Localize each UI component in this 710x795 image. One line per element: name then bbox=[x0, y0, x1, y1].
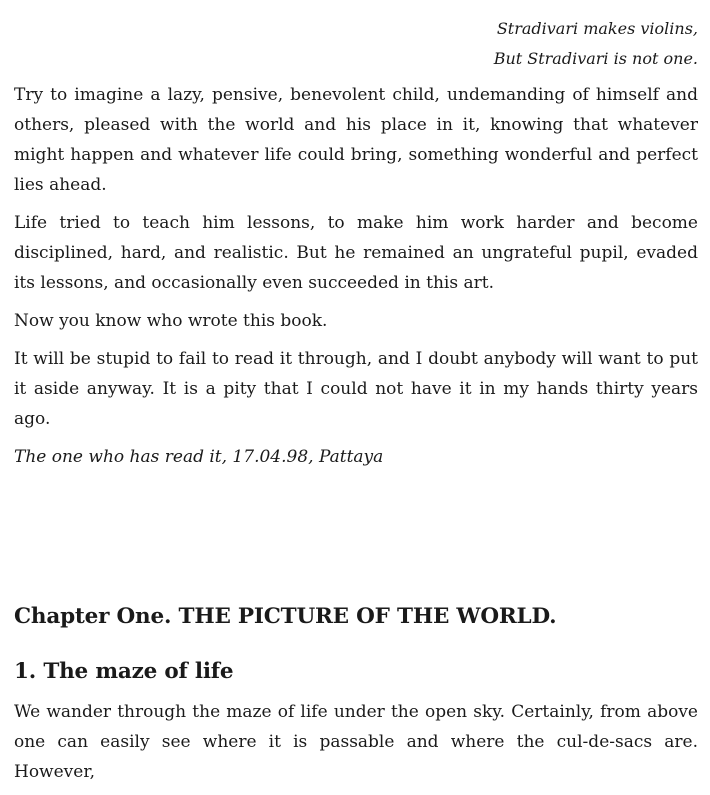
paragraph-3: Now you know who wrote this book. bbox=[14, 311, 328, 331]
paragraph-1: Try to imagine a lazy, pensive, benevolent child, undemanding of himself and others, pleased with the world and his place in it, knowing that whatever might happen and whatever life could bring, something wonderful and perfect lies ahead. bbox=[14, 85, 698, 195]
chapter-heading: Chapter One. THE PICTURE OF THE WORLD. bbox=[14, 604, 557, 629]
section-paragraph: We wander through the maze of life under the open sky. Certainly, from above one can easily see where it is passable and where the cul-de-sacs are. However, bbox=[14, 702, 698, 782]
signature: The one who has read it, 17.04.98, Pattaya bbox=[14, 447, 384, 467]
epigraph-line-2: But Stradivari is not one. bbox=[493, 49, 698, 68]
epigraph bbox=[14, 14, 698, 74]
epigraph-line-1: Stradivari makes violins, bbox=[496, 19, 698, 38]
document-page bbox=[14, 14, 698, 795]
section-heading: 1. The maze of life bbox=[14, 659, 234, 684]
paragraph-2: Life tried to teach him lessons, to make him work harder and become disciplined, hard, and realistic. But he remained an ungrateful pupil, evaded its lessons, and occasionally even succeeded in this art. bbox=[14, 213, 698, 293]
paragraph-4: It will be stupid to fail to read it through, and I doubt anybody will want to put it aside anyway. It is a pity that I could not have it in my hands thirty years ago. bbox=[14, 349, 698, 429]
